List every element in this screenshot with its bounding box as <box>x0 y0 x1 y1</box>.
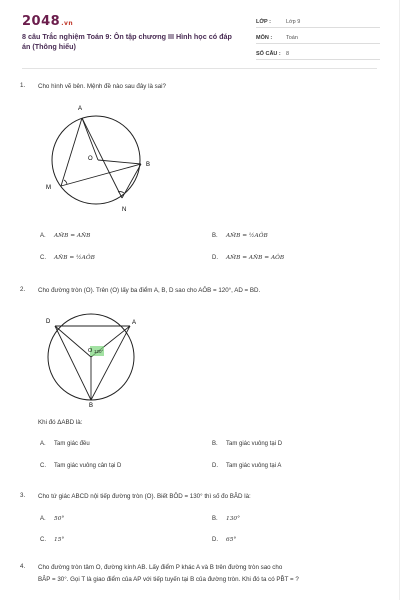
point-label: B <box>89 403 94 409</box>
option-d[interactable] <box>212 537 236 543</box>
option-d[interactable] <box>212 255 284 261</box>
meta-key: LỚP : <box>256 19 271 25</box>
option-text: 65° <box>226 537 237 543</box>
header-divider <box>22 68 377 69</box>
option-text: 15° <box>54 537 65 543</box>
meta-key: MÔN : <box>256 35 273 41</box>
meta-grade-row <box>256 12 380 28</box>
option-c[interactable] <box>40 537 64 543</box>
question-text: Cho hình vẽ bên. Mệnh đề nào sau đây là sai? <box>38 83 166 90</box>
meta-value: Lớp 9 <box>286 19 301 25</box>
option-text: 50° <box>54 516 65 522</box>
option-b[interactable] <box>212 233 268 239</box>
option-label: A. <box>40 516 46 522</box>
option-text: Tam giác vuông tại D <box>226 441 283 447</box>
meta-value: 8 <box>286 51 290 57</box>
point-label: D <box>46 319 51 325</box>
option-b[interactable] <box>212 441 282 447</box>
question-text: Cho đường tròn (O). Trên (O) lấy ba điểm A, B, D sao cho AÔB = 120°, AD = BD. <box>38 287 261 294</box>
option-text: Tam giác vuông tại A <box>226 463 282 469</box>
point-label: A <box>132 320 137 326</box>
option-label: B. <box>212 516 218 522</box>
option-d[interactable] <box>212 463 281 469</box>
option-label: C. <box>40 255 46 261</box>
meta-subject-row <box>256 28 380 44</box>
document-title: 8 câu Trắc nghiệm Toán 9: Ôn tập chương III Hình học có đáp án (Thông hiểu) <box>22 32 232 51</box>
option-text: AM̂B = AN̂B = AÔB <box>226 255 285 261</box>
point-label: O <box>88 156 93 162</box>
option-label: B. <box>212 441 218 447</box>
option-a[interactable] <box>40 516 64 522</box>
question-text-line1: Cho đường tròn tâm O, đường kính AB. Lấy điểm P khác A và B trên đường tròn sao cho <box>38 564 283 571</box>
question-number: 2. <box>20 286 26 293</box>
option-text: AM̂B = ½AÔB <box>226 233 268 239</box>
question-number: 3. <box>20 492 26 499</box>
option-text: 130° <box>226 516 240 522</box>
option-label: C. <box>40 463 46 469</box>
option-label: D. <box>212 537 218 543</box>
option-text: Tam giác vuông cân tại D <box>54 463 122 469</box>
question-text-line2: BÂP = 30°. Gọi T là giao điểm của AP với tiếp tuyến tại B của đường tròn. Khi đó ta có PB̂T = ? <box>38 576 299 583</box>
option-label: A. <box>40 441 46 447</box>
meta-key: SỐ CÂU : <box>256 51 281 57</box>
meta-count-row <box>256 44 380 60</box>
option-text: AM̂B = AN̂B <box>54 233 91 239</box>
option-label: D. <box>212 255 218 261</box>
option-label: A. <box>40 233 46 239</box>
question-number: 4. <box>20 563 26 570</box>
option-text: AN̂B = ½AÔB <box>54 255 95 261</box>
option-label: B. <box>212 233 218 239</box>
point-label: O <box>88 348 93 354</box>
option-a[interactable] <box>40 233 90 239</box>
question-number: 1. <box>20 82 26 89</box>
question-1-figure <box>40 98 160 218</box>
point-label: N <box>122 207 127 213</box>
option-label: C. <box>40 537 46 543</box>
option-text: Tam giác đều <box>54 441 90 447</box>
site-logo[interactable]: 2048.vn <box>22 14 74 29</box>
point-label: B <box>146 162 151 168</box>
option-c[interactable] <box>40 463 121 469</box>
option-b[interactable] <box>212 516 240 522</box>
angle-label: 120° <box>94 349 104 354</box>
meta-value: Toán <box>286 35 298 41</box>
question-text: Cho tứ giác ABCD nội tiếp đường tròn (O). Biết BÔD = 130° thì số đo BÂD là: <box>38 493 251 500</box>
option-a[interactable] <box>40 441 90 447</box>
followup-text: Khi đó ΔABD là: <box>38 419 83 426</box>
point-label: A <box>78 106 83 112</box>
option-label: D. <box>212 463 218 469</box>
option-c[interactable] <box>40 255 95 261</box>
point-label: M <box>46 185 51 191</box>
question-2-figure <box>38 304 148 409</box>
meta-info <box>256 12 380 60</box>
